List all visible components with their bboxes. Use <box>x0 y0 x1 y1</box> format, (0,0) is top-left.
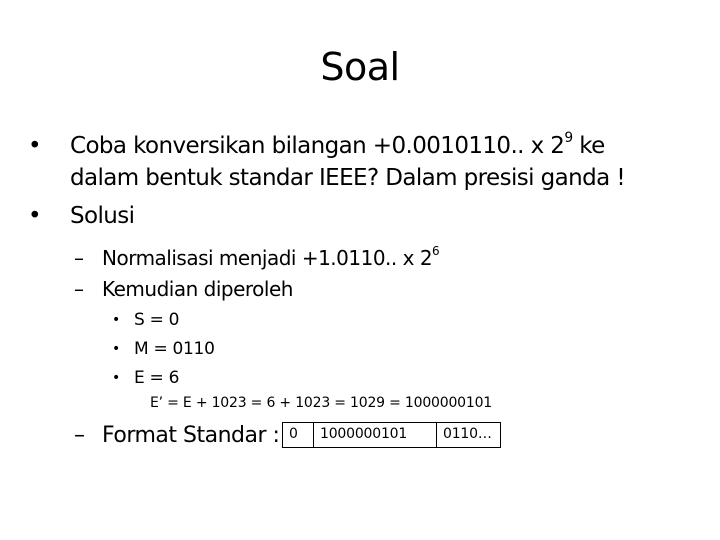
dash-marker: – <box>74 246 84 270</box>
question-line-1: Coba konversikan bilangan +0.0010110.. x $2^9$ ke <box>70 129 605 159</box>
mantissa-text: M = 0110 <box>134 339 215 359</box>
dash-marker: – <box>74 423 85 448</box>
solution-label: Solusi <box>70 203 135 229</box>
sign-text: S = 0 <box>134 310 180 330</box>
normalization-text: Normalisasi menjadi +1.0110.. x $2^6$ <box>102 243 440 270</box>
bullet-marker: • <box>112 312 120 328</box>
bullet-marker: • <box>112 341 120 357</box>
exponent-text: E = 6 <box>134 368 180 388</box>
bullet-marker: • <box>112 370 120 386</box>
question-line-2: dalam bentuk standar IEEE? Dalam presisi ganda ! <box>70 165 625 191</box>
mantissa-cell: 0110… <box>436 423 500 447</box>
result-text: Kemudian diperoleh <box>102 277 293 301</box>
slide-title: Soal <box>320 45 400 89</box>
format-label: Format Standar : <box>102 423 280 448</box>
exponent-cell: 1000000101 <box>313 423 436 447</box>
bullet-marker: • <box>28 203 41 229</box>
ieee-format-table <box>282 422 501 448</box>
question-exponent: 9 <box>564 129 573 146</box>
normalization-exponent: 6 <box>432 243 440 258</box>
biased-exponent-line: E’ = E + 1023 = 6 + 1023 = 1029 = 1000000101 <box>150 395 492 411</box>
dash-marker: – <box>74 277 84 301</box>
sign-bit-cell: 0 <box>289 426 298 442</box>
bullet-marker: • <box>28 133 41 159</box>
